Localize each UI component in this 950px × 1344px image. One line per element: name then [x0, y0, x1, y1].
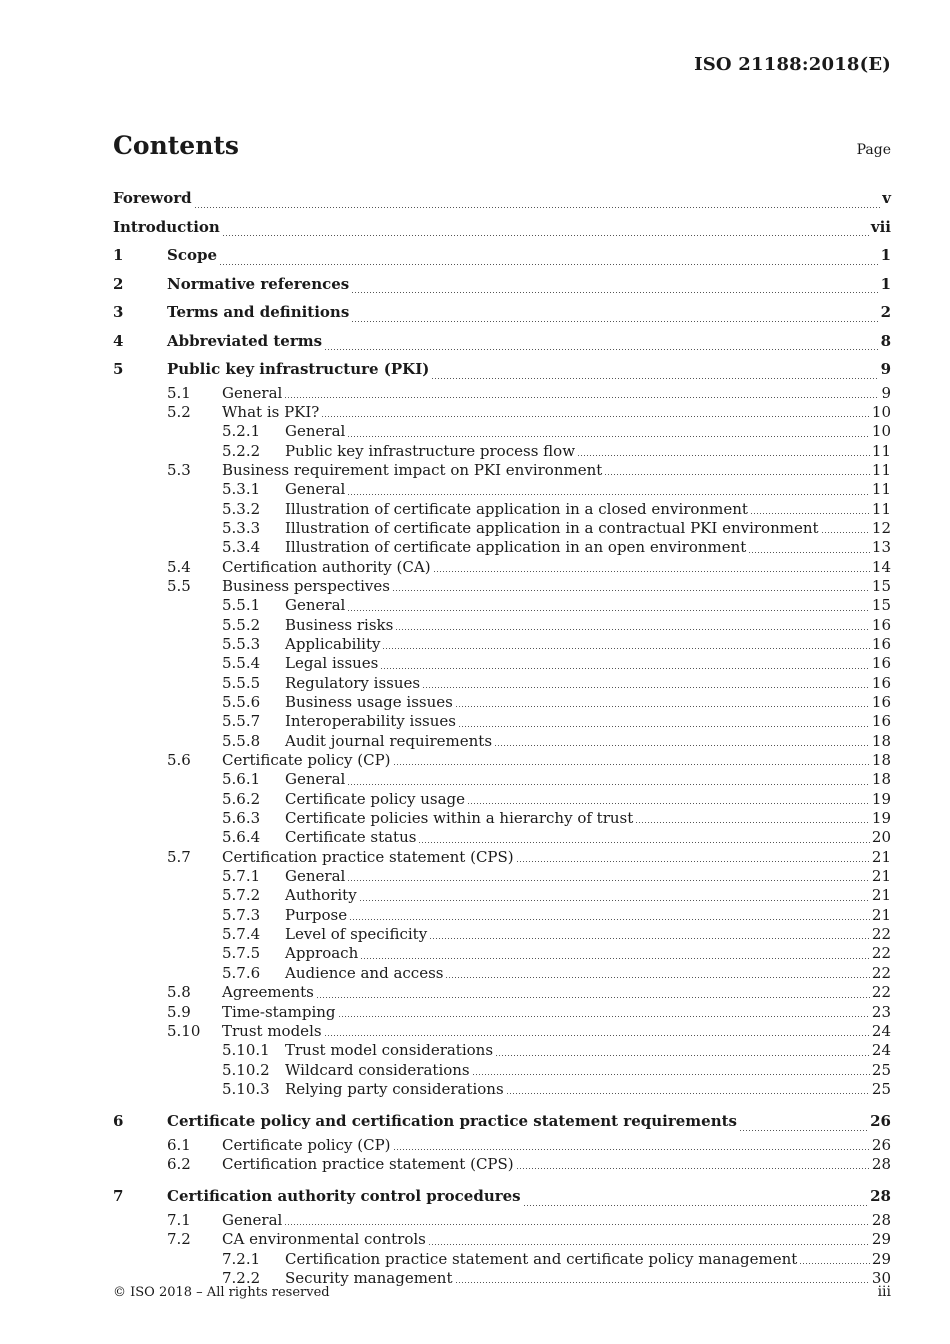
toc-entry-page[interactable]: 16: [871, 712, 891, 731]
toc-entry-number: 5.2.1: [222, 422, 261, 441]
toc-entry[interactable]: [113, 1155, 891, 1174]
toc-entry-title[interactable]: Certification authority (CA): [222, 557, 431, 576]
toc-entry[interactable]: [113, 298, 891, 327]
toc-entry-title[interactable]: Illustration of certificate application in a contractual PKI environment: [285, 518, 819, 537]
toc-entry-page[interactable]: 11: [871, 499, 891, 518]
toc-entry-number: 5.10: [167, 1021, 201, 1040]
toc-entry-number: 5.7.5: [222, 944, 261, 963]
toc-entry-page[interactable]: 21: [871, 867, 891, 886]
toc-entry[interactable]: [113, 906, 891, 925]
toc-entry-page[interactable]: 10: [871, 422, 891, 441]
toc-entry-number: 5.6.3: [222, 809, 261, 828]
toc-entry[interactable]: [113, 422, 891, 441]
toc-dot-leader: [324, 1035, 870, 1036]
toc-entry-page[interactable]: 28: [871, 1210, 891, 1229]
toc-entry-number: 5.7.1: [222, 867, 261, 886]
toc-entry-page[interactable]: 1: [880, 246, 891, 264]
toc-entry-number: 5.5.3: [222, 634, 261, 653]
toc-entry-page[interactable]: 19: [871, 789, 891, 808]
toc-entry-page[interactable]: 22: [871, 963, 891, 982]
toc-entry[interactable]: [113, 712, 891, 731]
toc-entry-title[interactable]: Agreements: [222, 983, 314, 1002]
toc-entry[interactable]: [113, 964, 891, 983]
toc-entry-title[interactable]: Approach: [285, 944, 359, 963]
toc-entry-title[interactable]: General: [222, 383, 283, 402]
toc-entry[interactable]: [113, 403, 891, 422]
toc-entry-number: 5.3: [167, 460, 191, 479]
toc-section-gap: [113, 1099, 891, 1107]
toc-entry-title[interactable]: Interoperability issues: [285, 712, 456, 731]
toc-entry-number: 5.8: [167, 983, 191, 1002]
toc-entry-number: 5.5.1: [222, 596, 261, 615]
toc-dot-leader: [494, 745, 870, 746]
toc-entry-title[interactable]: Legal issues: [285, 654, 379, 673]
toc-entry-title[interactable]: Certificate policy usage: [285, 789, 466, 808]
toc-entry-page[interactable]: 22: [871, 925, 891, 944]
toc-dot-leader: [382, 648, 869, 649]
toc-dot-leader: [338, 1016, 870, 1017]
toc-entry-page[interactable]: 21: [871, 847, 891, 866]
toc-entry-number: 5.5.5: [222, 673, 261, 692]
toc-entry-title[interactable]: General: [285, 422, 346, 441]
toc-entry-title[interactable]: Applicability: [285, 634, 381, 653]
toc-dot-leader: [458, 726, 870, 727]
toc-entry-title[interactable]: Public key infrastructure (PKI): [167, 360, 430, 378]
toc-entry-page[interactable]: 15: [871, 576, 891, 595]
toc-entry-number: 5.5.2: [222, 615, 261, 634]
toc-entry-page[interactable]: 12: [871, 518, 891, 537]
toc-entry-page[interactable]: v: [882, 189, 891, 207]
toc-entry-title[interactable]: Business risks: [285, 615, 394, 634]
toc-entry-number: 5.6: [167, 751, 191, 770]
toc-dot-leader: [472, 1074, 870, 1075]
toc-entry-page[interactable]: 11: [871, 441, 891, 460]
toc-entry-title[interactable]: Certification practice statement (CPS): [222, 1155, 514, 1174]
page-column-label: Page: [856, 142, 891, 158]
document-id: ISO 21188:2018(E): [694, 54, 891, 75]
toc-entry-number: 5.5.6: [222, 693, 261, 711]
toc-entry-number: 7.2.2: [222, 1268, 261, 1287]
toc-entry[interactable]: [113, 519, 891, 538]
toc-dot-leader: [324, 349, 878, 350]
toc-dot-leader: [577, 455, 870, 456]
toc-dot-leader: [445, 977, 869, 978]
toc-entry-number: 5.3.3: [222, 518, 261, 537]
toc-entry-title[interactable]: General: [285, 480, 346, 499]
toc-entry-number: 5.10.1: [222, 1041, 270, 1060]
toc-dot-leader: [739, 1130, 868, 1131]
toc-entry-page[interactable]: 20: [871, 828, 891, 847]
toc-entry[interactable]: [113, 867, 891, 886]
toc-entry-page[interactable]: 16: [871, 615, 891, 634]
toc-dot-leader: [222, 235, 869, 236]
toc-entry[interactable]: [113, 1061, 891, 1080]
toc-entry-number: 5.1: [167, 383, 191, 402]
toc-entry-title[interactable]: General: [285, 596, 346, 615]
toc-dot-leader: [347, 436, 870, 437]
toc-dot-leader: [347, 784, 870, 785]
toc-entry-page[interactable]: 16: [871, 634, 891, 653]
toc-dot-leader: [349, 919, 870, 920]
toc-entry[interactable]: [113, 732, 891, 751]
toc-entry-number: 5.5: [167, 576, 191, 595]
toc-entry-title[interactable]: Introduction: [113, 217, 220, 236]
toc-entry-title[interactable]: Business requirement impact on PKI environment: [222, 460, 603, 479]
toc-entry-page[interactable]: 16: [871, 673, 891, 692]
table-of-contents: [113, 184, 891, 1288]
toc-dot-leader: [748, 552, 870, 553]
toc-entry[interactable]: [113, 693, 891, 712]
toc-entry-title[interactable]: What is PKI?: [222, 402, 320, 421]
toc-entry-title[interactable]: General: [222, 1210, 283, 1229]
toc-dot-leader: [523, 1205, 869, 1206]
toc-entry-page[interactable]: 8: [880, 331, 891, 350]
toc-entry-number: 2: [113, 274, 124, 293]
toc-entry-page[interactable]: 22: [871, 983, 891, 1002]
toc-entry[interactable]: [113, 983, 891, 1002]
toc-entry[interactable]: [113, 616, 891, 635]
toc-entry-number: 5.5.7: [222, 712, 261, 731]
toc-entry-title[interactable]: Authority: [285, 886, 357, 905]
toc-entry-page[interactable]: 1: [880, 274, 891, 293]
toc-dot-leader: [284, 1224, 870, 1225]
toc-dot-leader: [284, 397, 879, 398]
toc-entry[interactable]: [113, 1230, 891, 1249]
toc-entry-page[interactable]: 19: [871, 809, 891, 828]
toc-entry[interactable]: [113, 558, 891, 577]
toc-entry[interactable]: [113, 461, 891, 480]
toc-entry-page[interactable]: 21: [871, 905, 891, 924]
toc-entry-title[interactable]: Normative references: [167, 274, 350, 293]
page-number: iii: [877, 1284, 891, 1300]
toc-dot-leader: [455, 706, 870, 707]
toc-dot-leader: [392, 590, 870, 591]
toc-entry-title[interactable]: Trust model considerations: [285, 1041, 494, 1060]
toc-entry-number: 5.4: [167, 557, 191, 576]
toc-entry-title[interactable]: Certificate status: [285, 828, 417, 847]
toc-entry-title[interactable]: Certificate policy (CP): [222, 1135, 391, 1154]
toc-dot-leader: [380, 668, 870, 669]
toc-entry-title[interactable]: Level of specificity: [285, 925, 428, 944]
toc-dot-leader: [429, 938, 870, 939]
toc-entry[interactable]: [113, 577, 891, 596]
toc-entry-page[interactable]: 18: [871, 731, 891, 750]
toc-entry-title[interactable]: Foreword: [113, 189, 192, 207]
toc-entry-title[interactable]: Purpose: [285, 905, 348, 924]
toc-entry-number: 5.10.2: [222, 1060, 270, 1079]
toc-entry-title[interactable]: Relying party considerations: [285, 1079, 504, 1098]
toc-entry-title[interactable]: Audit journal requirements: [285, 731, 493, 750]
toc-entry-page[interactable]: 22: [871, 944, 891, 963]
toc-dot-leader: [604, 474, 870, 475]
toc-dot-leader: [359, 900, 870, 901]
toc-entry-number: 5.2: [167, 402, 191, 421]
toc-dot-leader: [635, 822, 870, 823]
toc-entry-title[interactable]: Certificate policy and certification practice statement requirements: [167, 1112, 737, 1131]
toc-entry-page[interactable]: 26: [871, 1135, 891, 1154]
toc-entry-number: 5.6.4: [222, 828, 261, 847]
toc-entry-page[interactable]: 24: [871, 1041, 891, 1060]
toc-entry-title[interactable]: Public key infrastructure process flow: [285, 441, 576, 460]
toc-entry-title[interactable]: Scope: [167, 246, 218, 264]
toc-entry-page[interactable]: 25: [871, 1079, 891, 1098]
toc-dot-leader: [347, 494, 870, 495]
toc-entry-number: 5.5.4: [222, 654, 261, 673]
toc-entry[interactable]: [113, 925, 891, 944]
toc-entry[interactable]: [113, 355, 891, 384]
toc-entry-page[interactable]: 29: [871, 1230, 891, 1249]
toc-entry-number: 5.5.8: [222, 731, 261, 750]
toc-entry-number: 5.7.2: [222, 886, 261, 905]
toc-entry-number: 5.3.4: [222, 538, 261, 557]
toc-entry-title[interactable]: Certification authority control procedures: [167, 1187, 521, 1206]
toc-entry[interactable]: [113, 1107, 891, 1136]
toc-entry-page[interactable]: 9: [881, 383, 891, 402]
toc-dot-leader: [347, 880, 870, 881]
toc-entry-number: 5.3.2: [222, 499, 261, 518]
toc-entry-title[interactable]: Certification practice statement (CPS): [222, 847, 514, 866]
toc-dot-leader: [351, 321, 878, 322]
toc-entry[interactable]: [113, 213, 891, 242]
toc-entry-number: 5.7.4: [222, 925, 261, 944]
toc-entry-title[interactable]: Illustration of certificate application in a closed environment: [285, 499, 748, 518]
toc-dot-leader: [351, 292, 878, 293]
toc-entry-number: 4: [113, 331, 124, 350]
toc-dot-leader: [799, 1263, 870, 1264]
toc-entry-title[interactable]: Trust models: [222, 1021, 322, 1040]
toc-entry[interactable]: [113, 654, 891, 673]
toc-entry-page[interactable]: vii: [870, 217, 891, 236]
toc-dot-leader: [422, 687, 870, 688]
toc-entry-title[interactable]: Regulatory issues: [285, 673, 421, 692]
toc-entry[interactable]: [113, 1250, 891, 1269]
toc-entry-number: 5.2.2: [222, 441, 261, 460]
toc-entry-number: 5: [113, 360, 124, 378]
toc-entry[interactable]: [113, 828, 891, 847]
toc-entry-page[interactable]: 10: [871, 402, 891, 421]
toc-entry-number: 7: [113, 1187, 124, 1206]
toc-entry[interactable]: [113, 596, 891, 615]
toc-entry-title[interactable]: Certificate policy (CP): [222, 751, 391, 770]
toc-entry-number: 5.9: [167, 1002, 191, 1021]
toc-entry-page[interactable]: 25: [871, 1060, 891, 1079]
toc-entry-number: 5.7.6: [222, 963, 261, 982]
toc-entry-page[interactable]: 28: [870, 1187, 891, 1206]
toc-entry-title[interactable]: Certification practice statement and certificate policy management: [285, 1249, 798, 1268]
toc-entry-title[interactable]: Audience and access: [285, 963, 444, 982]
toc-entry-number: 7.2.1: [222, 1249, 261, 1268]
toc-dot-leader: [455, 1282, 870, 1283]
toc-entry[interactable]: [113, 1080, 891, 1099]
toc-dot-leader: [194, 207, 881, 208]
toc-entry-title[interactable]: Terms and definitions: [167, 303, 350, 321]
toc-dot-leader: [431, 378, 878, 379]
toc-entry-number: 5.10.3: [222, 1079, 270, 1098]
toc-dot-leader: [360, 958, 870, 959]
toc-entry[interactable]: [113, 944, 891, 963]
toc-entry-page[interactable]: 16: [871, 693, 891, 711]
toc-entry-number: 6.2: [167, 1155, 191, 1174]
toc-dot-leader: [316, 997, 870, 998]
toc-entry-title[interactable]: Wildcard considerations: [285, 1060, 470, 1079]
toc-entry-title[interactable]: General: [285, 770, 346, 789]
toc-entry-page[interactable]: 30: [871, 1268, 891, 1287]
toc-dot-leader: [516, 861, 870, 862]
toc-dot-leader: [395, 629, 870, 630]
toc-entry-title[interactable]: CA environmental controls: [222, 1230, 426, 1249]
toc-entry-number: 3: [113, 303, 124, 321]
toc-entry[interactable]: [113, 500, 891, 519]
toc-entry[interactable]: [113, 1003, 891, 1022]
toc-entry-page[interactable]: 14: [871, 557, 891, 576]
toc-dot-leader: [467, 803, 870, 804]
toc-entry-page[interactable]: 18: [871, 751, 891, 770]
toc-entry-page[interactable]: 9: [880, 360, 891, 378]
toc-entry[interactable]: [113, 480, 891, 499]
toc-entry-number: 5.6.2: [222, 789, 261, 808]
toc-entry-title[interactable]: Time-stamping: [222, 1002, 336, 1021]
toc-entry-page[interactable]: 29: [871, 1249, 891, 1268]
toc-dot-leader: [347, 610, 870, 611]
toc-dot-leader: [428, 1244, 870, 1245]
toc-entry[interactable]: [113, 1211, 891, 1230]
toc-entry-page[interactable]: 28: [871, 1155, 891, 1174]
toc-dot-leader: [321, 416, 870, 417]
toc-entry-title[interactable]: Certificate policies within a hierarchy of trust: [285, 809, 634, 828]
toc-entry-page[interactable]: 11: [871, 460, 891, 479]
toc-entry[interactable]: [113, 1182, 891, 1211]
toc-dot-leader: [418, 842, 869, 843]
toc-entry[interactable]: [113, 751, 891, 770]
toc-entry-page[interactable]: 16: [871, 654, 891, 673]
toc-entry[interactable]: [113, 270, 891, 299]
toc-entry[interactable]: [113, 241, 891, 270]
toc-entry[interactable]: [113, 770, 891, 789]
toc-entry-page[interactable]: 23: [871, 1002, 891, 1021]
toc-entry[interactable]: [113, 1022, 891, 1041]
toc-dot-leader: [495, 1055, 870, 1056]
toc-entry[interactable]: [113, 184, 891, 213]
toc-entry[interactable]: [113, 1136, 891, 1155]
toc-entry-number: 7.1: [167, 1210, 191, 1229]
toc-entry-number: 5.7: [167, 847, 191, 866]
toc-entry-title[interactable]: Abbreviated terms: [167, 331, 323, 350]
toc-dot-leader: [393, 764, 870, 765]
toc-entry[interactable]: [113, 384, 891, 403]
toc-entry-title[interactable]: Security management: [285, 1268, 453, 1287]
toc-entry-page[interactable]: 2: [880, 303, 891, 321]
toc-entry-number: 6.1: [167, 1135, 191, 1154]
toc-dot-leader: [219, 264, 879, 265]
toc-entry-page[interactable]: 21: [871, 886, 891, 905]
toc-entry-page[interactable]: 26: [870, 1112, 891, 1131]
toc-entry-title[interactable]: General: [285, 867, 346, 886]
toc-entry[interactable]: [113, 442, 891, 461]
toc-entry-title[interactable]: Business perspectives: [222, 576, 390, 595]
toc-entry-page[interactable]: 11: [871, 480, 891, 499]
toc-entry-number: 5.7.3: [222, 905, 261, 924]
toc-dot-leader: [506, 1093, 870, 1094]
toc-entry-number: 5.3.1: [222, 480, 261, 499]
toc-dot-leader: [433, 571, 870, 572]
toc-entry[interactable]: [113, 674, 891, 693]
toc-dot-leader: [516, 1168, 870, 1169]
toc-entry-number: 6: [113, 1112, 124, 1131]
toc-dot-leader: [750, 513, 870, 514]
toc-entry-page[interactable]: 18: [871, 770, 891, 789]
toc-entry[interactable]: [113, 886, 891, 905]
contents-heading: Contents: [113, 131, 240, 160]
toc-entry[interactable]: [113, 790, 891, 809]
toc-entry-page[interactable]: 13: [871, 538, 891, 557]
toc-dot-leader: [393, 1149, 870, 1150]
toc-entry-page[interactable]: 15: [871, 596, 891, 615]
toc-entry[interactable]: [113, 538, 891, 557]
toc-dot-leader: [821, 532, 870, 533]
toc-entry[interactable]: [113, 809, 891, 828]
toc-section-gap: [113, 1174, 891, 1182]
toc-entry[interactable]: [113, 848, 891, 867]
copyright-notice: © ISO 2018 – All rights reserved: [113, 1285, 330, 1300]
toc-entry-title[interactable]: Illustration of certificate application in an open environment: [285, 538, 747, 557]
toc-entry-number: 5.6.1: [222, 770, 261, 789]
toc-entry[interactable]: [113, 635, 891, 654]
toc-entry-page[interactable]: 24: [871, 1021, 891, 1040]
toc-entry[interactable]: [113, 1041, 891, 1060]
toc-entry-number: 1: [113, 246, 124, 264]
toc-entry-number: 7.2: [167, 1230, 191, 1249]
toc-entry-title[interactable]: Business usage issues: [285, 693, 453, 711]
toc-entry[interactable]: [113, 327, 891, 356]
